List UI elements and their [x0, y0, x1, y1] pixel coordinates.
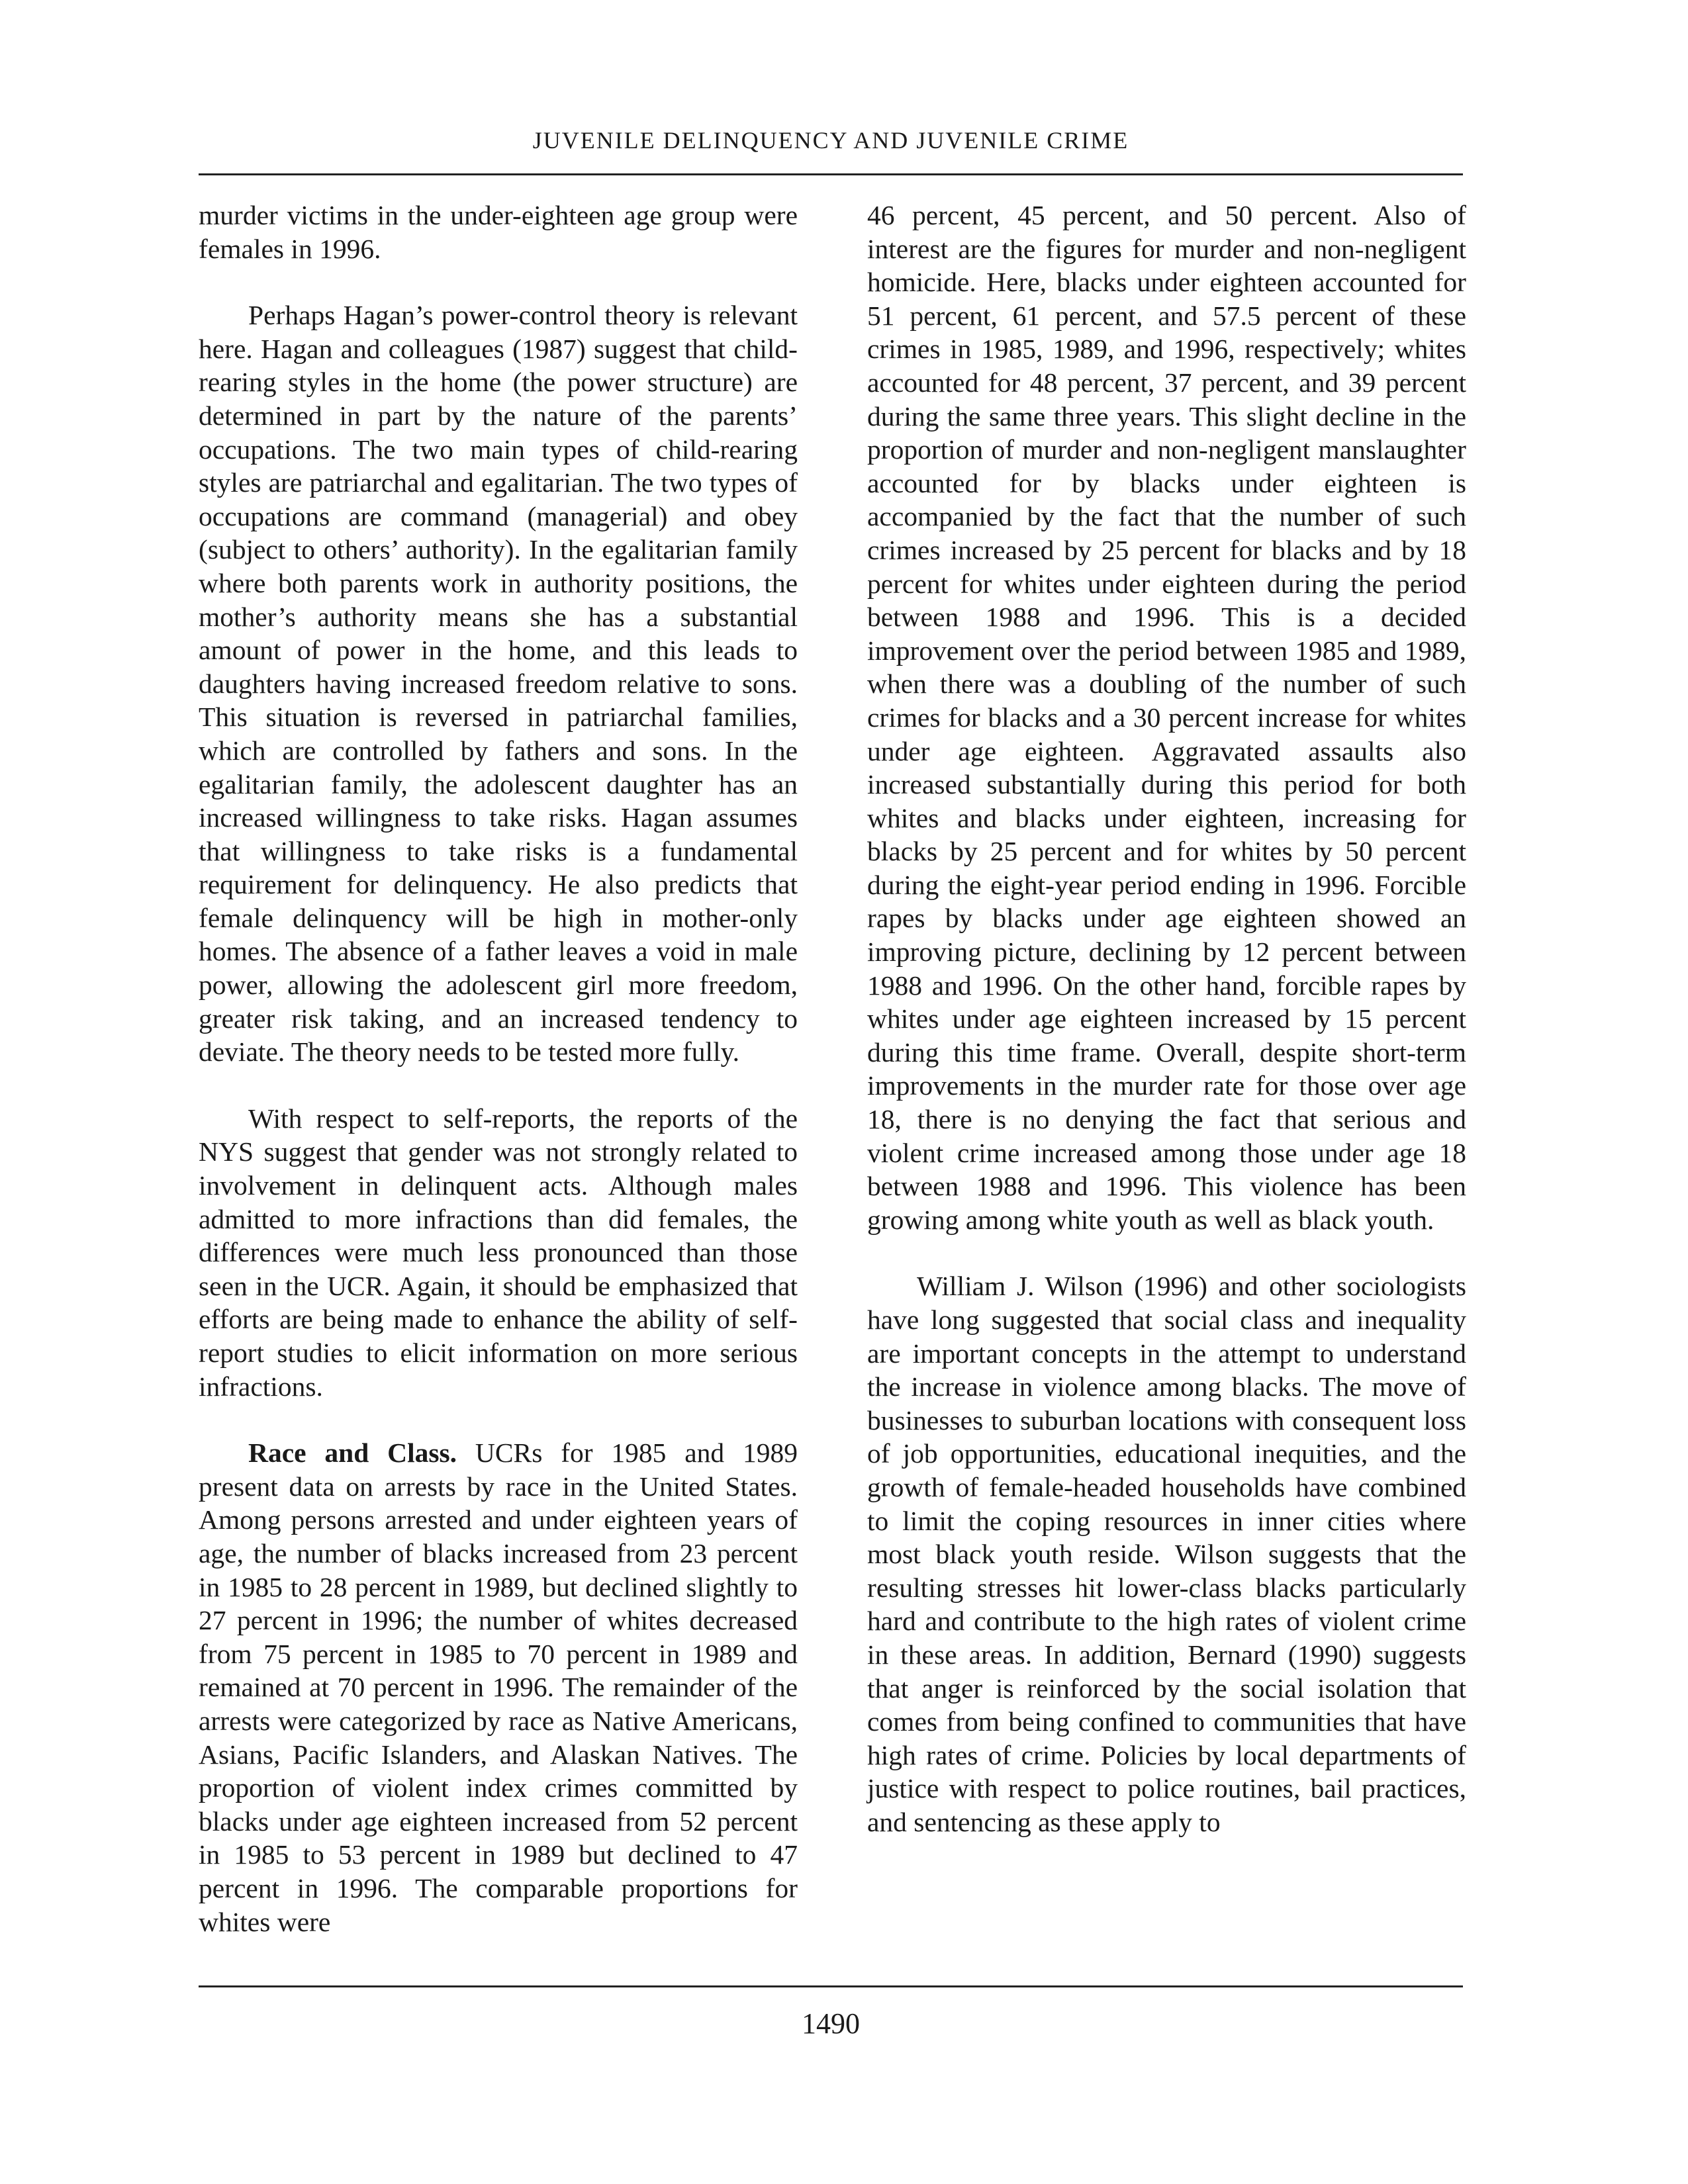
paragraph-continued: murder victims in the under-eighteen age group were females in 1996.: [199, 200, 798, 264]
right-column: [867, 199, 1466, 1839]
page-number: 1490: [802, 2007, 860, 2040]
paragraph-race-and-class-body: UCRs for 1985 and 1989 present data on arrests by race in the United States. Among persons arrested and under eighteen years of age, the number of blacks increased from 23 percent in 1985 to 28 percent in 1989, but declined slightly to 27 percent in 1996; the number of whites decreased from 75 percent in 1985 to 70 percent in 1989 and remained at 70 percent in 1996. The remainder of the arrests were categorized by race as Native Americans, Asians, Pacific Islanders, and Alaskan Natives. The proportion of violent index crimes committed by blacks under age eighteen increased from 52 percent in 1985 to 53 percent in 1989 but declined to 47 percent in 1996. The comparable proportions for whites were: [199, 1437, 798, 1937]
paragraph-self-reports: With respect to self-reports, the reports of the NYS suggest that gender was not strongly related to involvement in delinquent acts. Although males admitted to more infractions than did females, the differences were much less pronounced than those seen in the UCR. Again, it should be emphasized that efforts are being made to enhance the ability of self-report studies to elicit information on more serious infractions.: [199, 1103, 798, 1402]
section-heading-race-and-class: Race and Class.: [248, 1437, 457, 1469]
footer-rule: [199, 1985, 1463, 1987]
running-head: JUVENILE DELINQUENCY AND JUVENILE CRIME: [532, 127, 1129, 154]
left-column: [199, 199, 798, 1938]
header-rule: [199, 173, 1463, 175]
paragraph-wilson-social-class: William J. Wilson (1996) and other sociologists have long suggested that social class and inequality are important concepts in the attempt to understand the increase in violence among blacks. The move of businesses to suburban locations with consequent loss of job opportunities, educational inequities, and the growth of female-headed households have combined to limit the coping resources in inner cities where most black youth reside. Wilson suggests that the resulting stresses hit lower-class blacks particularly hard and contribute to the high rates of violent crime in these areas. In addition, Bernard (1990) suggests that anger is reinforced by the social isolation that comes from being confined to communities that have high rates of crime. Policies by local departments of justice with respect to police routines, bail practices, and sentencing as these apply to: [867, 1271, 1466, 1837]
paragraph-race-and-class: [199, 1436, 798, 1938]
paragraph-race-statistics: 46 percent, 45 percent, and 50 percent. Also of interest are the figures for murder and non-negligent homicide. Here, blacks under eighteen accounted for 51 percent, 61 percent, and 57.5 percent of these crimes in 1985, 1989, and 1996, respectively; whites accounted for 48 percent, 37 percent, and 39 percent during the same three years. This slight decline in the proportion of murder and non-negligent manslaughter accounted for by blacks under eighteen is accompanied by the fact that the number of such crimes increased by 25 percent for blacks and by 18 percent for whites under eighteen during the period between 1988 and 1996. This is a decided improvement over the period between 1985 and 1989, when there was a doubling of the number of such crimes for blacks and a 30 percent increase for whites under age eighteen. Aggravated assaults also increased substantially during this period for both whites and blacks under eighteen, increasing for blacks by 25 percent and for whites by 50 percent during the eight-year period ending in 1996. Forcible rapes by blacks under age eighteen showed an improving picture, declining by 12 percent between 1988 and 1996. On the other hand, forcible rapes by whites under age eighteen increased by 15 percent during this time frame. Overall, despite short-term improvements in the murder rate for those over age 18, there is no denying the fact that serious and violent crime increased among those under age 18 between 1988 and 1996. This violence has been growing among white youth as well as black youth.: [867, 200, 1466, 1235]
paragraph-power-control-theory: Perhaps Hagan’s power-control theory is relevant here. Hagan and colleagues (1987) suggest that child-rearing styles in the home (the power structure) are determined in part by the nature of the parents’ occupations. The two main types of child-rearing styles are patriarchal and egalitarian. The two types of occupations are command (managerial) and obey (subject to others’ authority). In the egalitarian family where both parents work in authority positions, the mother’s authority means she has a substantial amount of power in the home, and this leads to daughters having increased freedom relative to sons. This situation is reversed in patriarchal families, which are controlled by fathers and sons. In the egalitarian family, the adolescent daughter has an increased willingness to take risks. Hagan assumes that willingness to take risks is a fundamental requirement for delinquency. He also predicts that female delinquency will be high in mother-only homes. The absence of a father leaves a void in male power, allowing the adolescent girl more freedom, greater risk taking, and an increased tendency to deviate. The theory needs to be tested more fully.: [199, 300, 798, 1068]
